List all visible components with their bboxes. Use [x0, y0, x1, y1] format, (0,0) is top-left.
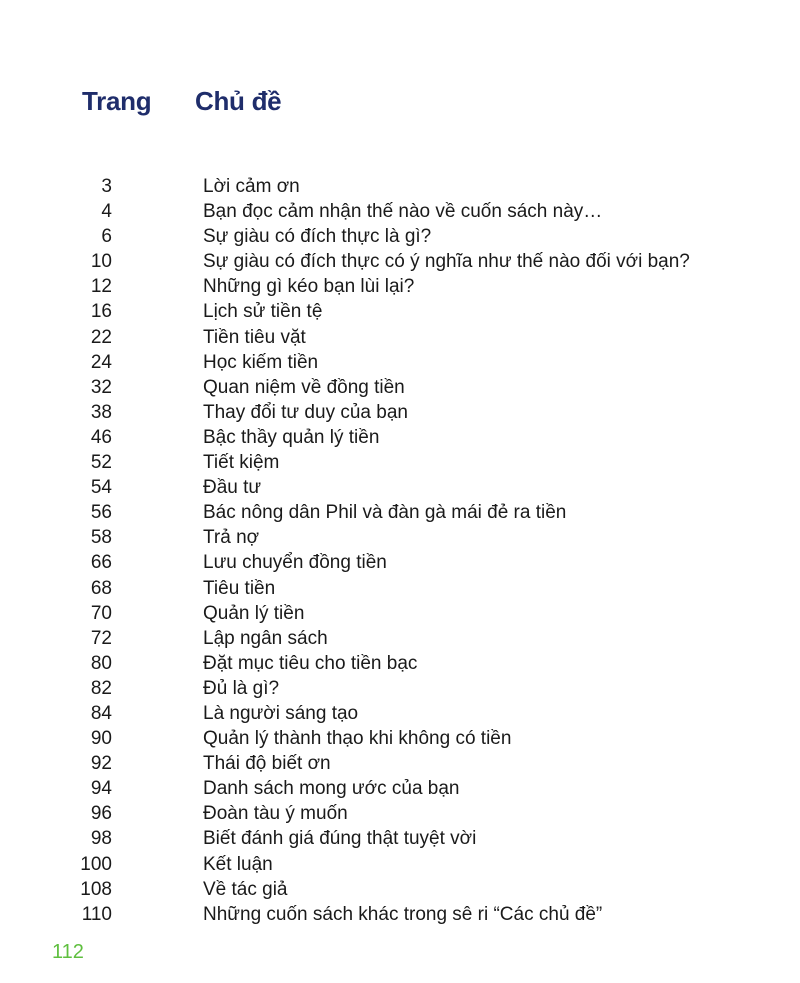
- toc-entry: [0, 375, 800, 400]
- toc-entry-title: Danh sách mong ước của bạn: [203, 778, 460, 800]
- toc-page-number: 54: [90, 477, 112, 499]
- toc-entry-title: Lịch sử tiền tệ: [203, 301, 323, 323]
- toc-entry: [0, 425, 800, 450]
- toc-entry: [0, 751, 800, 776]
- toc-entry: [0, 325, 800, 350]
- toc-entry: [0, 550, 800, 575]
- toc-page-number: 82: [90, 677, 112, 699]
- toc-entry-title: Đủ là gì?: [203, 677, 280, 699]
- folio-page-number: 112: [52, 941, 84, 963]
- toc-page-number: 92: [90, 753, 112, 775]
- toc-entry-title: Quản lý thành thạo khi không có tiền: [203, 728, 512, 750]
- toc-entry-title: Bậc thầy quản lý tiền: [203, 426, 380, 448]
- table-of-contents: [0, 174, 800, 927]
- toc-entry-title: Đầu tư: [203, 477, 262, 499]
- toc-page-number: 110: [81, 903, 112, 925]
- toc-entry-title: Tiền tiêu vặt: [203, 326, 306, 348]
- toc-entry: [0, 852, 800, 877]
- toc-entry: [0, 651, 800, 676]
- toc-entry: [0, 475, 800, 500]
- toc-page-number: 66: [90, 552, 112, 574]
- toc-entry: [0, 174, 800, 199]
- toc-entry: [0, 601, 800, 626]
- toc-entry-title: Những cuốn sách khác trong sê ri “Các chủ đề”: [203, 903, 603, 925]
- toc-page-number: 6: [101, 226, 112, 248]
- toc-entry: [0, 299, 800, 324]
- toc-entry: [0, 676, 800, 701]
- toc-entry: [0, 274, 800, 299]
- toc-entry: [0, 576, 800, 601]
- toc-page-number: 3: [101, 176, 112, 197]
- toc-page-number: 96: [90, 803, 112, 825]
- toc-entry-title: Đoàn tàu ý muốn: [203, 803, 348, 825]
- toc-entry: [0, 726, 800, 751]
- toc-page-number: 16: [90, 301, 112, 323]
- toc-page-number: 68: [90, 577, 112, 599]
- toc-page-number: 70: [90, 602, 112, 624]
- toc-page-number: 80: [90, 652, 112, 674]
- toc-entry-title: Trả nợ: [203, 527, 260, 549]
- toc-entry-title: Bạn đọc cảm nhận thế nào về cuốn sách này…: [203, 201, 603, 223]
- toc-page-number: 52: [90, 452, 112, 474]
- toc-entry-title: Về tác giả: [203, 878, 288, 900]
- toc-entry-title: Sự giàu có đích thực có ý nghĩa như thế nào đối với bạn?: [203, 251, 690, 273]
- toc-entry: [0, 525, 800, 550]
- toc-entry: [0, 877, 800, 902]
- toc-page-number: 10: [90, 251, 112, 273]
- toc-entry-title: Biết đánh giá đúng thật tuyệt vời: [203, 828, 477, 850]
- toc-entry: [0, 249, 800, 274]
- toc-page-number: 100: [80, 853, 112, 875]
- toc-entry-title: Tiêu tiền: [203, 577, 276, 599]
- toc-entry: [0, 450, 800, 475]
- toc-entry-title: Thái độ biết ơn: [203, 753, 331, 775]
- toc-entry-title: Tiết kiệm: [203, 452, 280, 474]
- toc-page-number: 4: [101, 201, 112, 223]
- toc-entry: [0, 199, 800, 224]
- toc-entry-title: Học kiếm tiền: [203, 351, 319, 373]
- toc-page-number: 32: [90, 376, 112, 398]
- toc-entry: [0, 626, 800, 651]
- toc-page-number: 38: [90, 401, 112, 423]
- toc-entry: [0, 400, 800, 425]
- toc-entry: [0, 826, 800, 851]
- toc-entry: [0, 224, 800, 249]
- toc-entry-title: Những gì kéo bạn lùi lại?: [203, 276, 415, 298]
- toc-entry: [0, 801, 800, 826]
- toc-entry: [0, 902, 800, 927]
- toc-page-number: 56: [90, 502, 112, 524]
- page-column-heading: Trang: [82, 86, 152, 116]
- toc-page-number: 22: [90, 326, 112, 348]
- toc-page-number: 72: [90, 627, 112, 649]
- toc-entry-title: Quản lý tiền: [203, 602, 305, 624]
- toc-entry: [0, 500, 800, 525]
- toc-entry: [0, 350, 800, 375]
- toc-entry-title: Sự giàu có đích thực là gì?: [203, 226, 432, 248]
- toc-page-number: 94: [90, 778, 112, 800]
- toc-page-number: 58: [90, 527, 112, 549]
- toc-entry-title: Quan niệm về đồng tiền: [203, 376, 405, 398]
- topic-column-heading: Chủ đề: [195, 86, 282, 116]
- toc-page-number: 46: [90, 426, 112, 448]
- toc-entry-title: Lời cảm ơn: [203, 176, 300, 197]
- toc-entry-title: Lập ngân sách: [203, 627, 328, 649]
- toc-entry-title: Lưu chuyển đồng tiền: [203, 552, 387, 574]
- toc-entry-title: Đặt mục tiêu cho tiền bạc: [203, 652, 418, 674]
- toc-page-number: 108: [80, 878, 112, 900]
- toc-entry: [0, 701, 800, 726]
- toc-entry-title: Là người sáng tạo: [203, 702, 359, 724]
- toc-page-number: 90: [90, 728, 112, 750]
- toc-page-number: 84: [90, 702, 112, 724]
- toc-page-number: 12: [90, 276, 112, 298]
- toc-page-number: 24: [90, 351, 112, 373]
- toc-entry: [0, 776, 800, 801]
- toc-entry-title: Kết luận: [203, 853, 273, 875]
- toc-entry-title: Bác nông dân Phil và đàn gà mái đẻ ra tiền: [203, 502, 567, 524]
- toc-entry-title: Thay đổi tư duy của bạn: [203, 401, 408, 423]
- toc-page-number: 98: [90, 828, 112, 850]
